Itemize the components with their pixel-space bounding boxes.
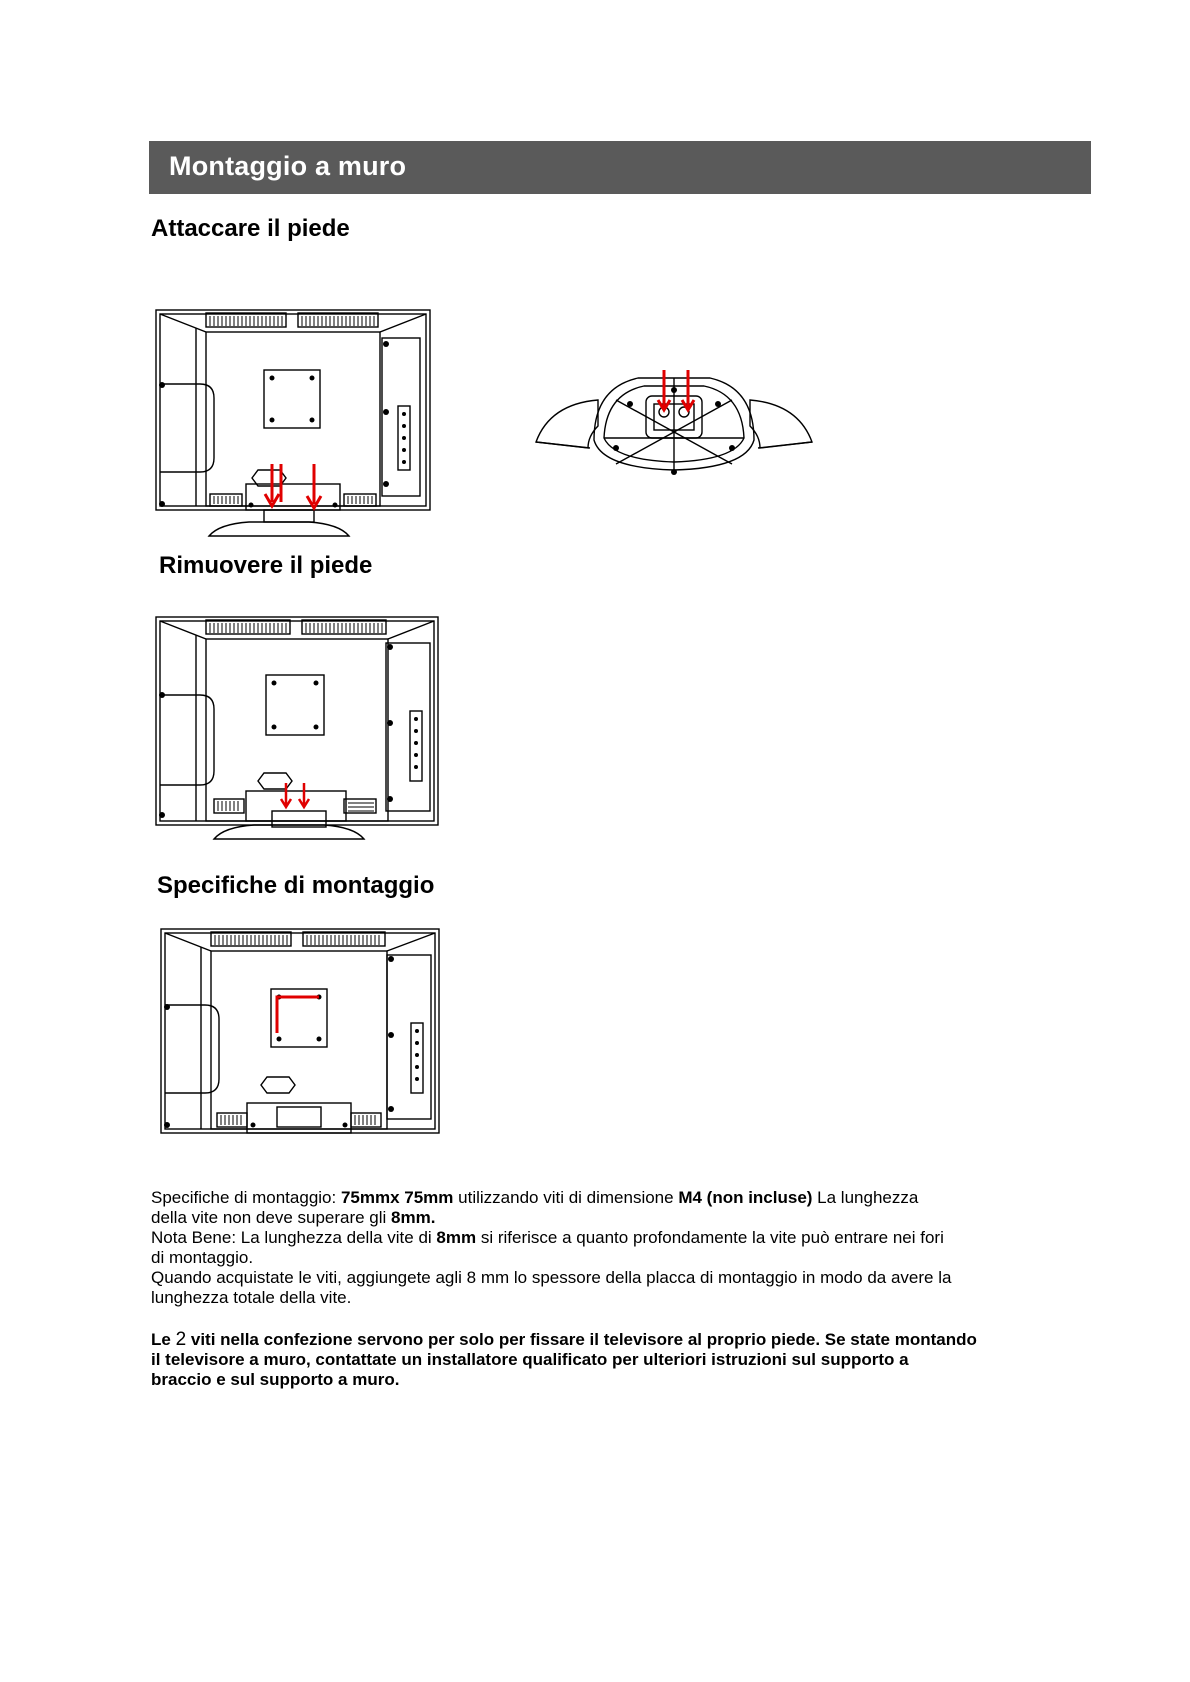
heading-mounting-specs: Specifiche di montaggio (157, 872, 435, 899)
specs-line-1: Specifiche di montaggio: 75mmx 75mm utilizzando viti di dimensione M4 (non incluse) La lunghezza (151, 1188, 919, 1207)
figure-tv-back-vesa (159, 927, 444, 1137)
specs-line-2: della vite non deve superare gli 8mm. (151, 1208, 436, 1227)
purchase-line-2: lunghezza totale della vite. (151, 1288, 352, 1307)
section-banner (149, 141, 1091, 194)
heading-attach-stand: Attaccare il piede (151, 215, 350, 242)
purchase-line-1: Quando acquistate le viti, aggiungete agli 8 mm lo spessore della placca di montaggio in modo da avere la (151, 1268, 952, 1287)
section-title: Montaggio a muro (169, 151, 407, 181)
warning-line-2: il televisore a muro, contattate un installatore qualificato per ulteriori istruzioni sul supporto a (151, 1350, 909, 1369)
figure-tv-back-remove (154, 615, 444, 845)
warning-line-3: braccio e sul supporto a muro. (151, 1370, 400, 1389)
figure-stand-top-view (534, 360, 814, 490)
note-line-2: di montaggio. (151, 1248, 254, 1267)
heading-remove-stand: Rimuovere il piede (159, 552, 373, 579)
warning-line-1: Le 2 viti nella confezione servono per solo per fissare il televisore al proprio piede. Se state montando (151, 1329, 977, 1350)
warning-paragraph (151, 1330, 1051, 1390)
figure-tv-back-attach (154, 308, 434, 543)
note-line-1: Nota Bene: La lunghezza della vite di 8mm si riferisce a quanto profondamente la vite può entrare nei fori (151, 1228, 944, 1247)
specs-paragraph (151, 1188, 1051, 1308)
